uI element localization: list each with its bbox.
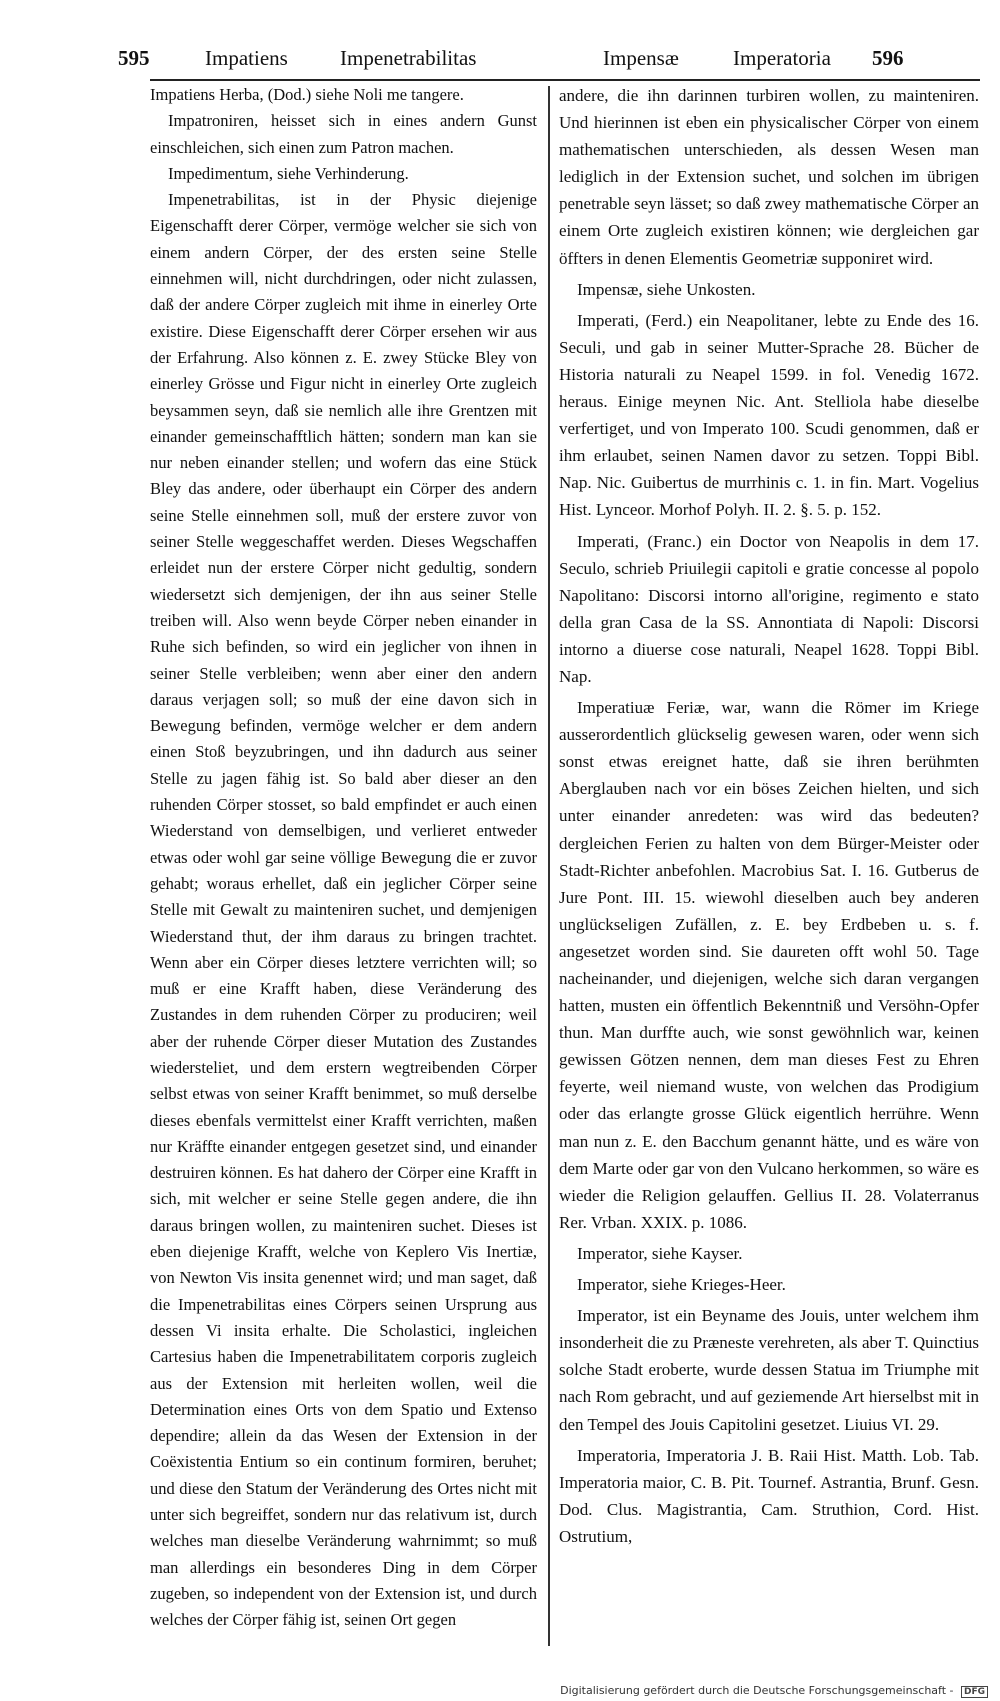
entry-paragraph: Imperatoria, Imperatoria J. B. Raii Hist. Matth. Lob. Tab. Imperatoria maior, C. B. Pit. Tournef. Astrantia, Brunf. Gesn. Dod. Clus. Magistrantia, Cam. Struthion, Cord. Hist. Ostrutium, <box>559 1445 979 1546</box>
entry-paragraph: Imperator, ist ein Beyname des Jouis, unter welchem ihm insonderheit die zu Præneste verehreten, als aber T. Quinctius solche Stadt eroberte, wurde dessen Statua im Triumphe mit nach Rom gebracht, und auf geziemende Art hierselbst mit in den Tempel des Jouis Capitolini gesetzet. Liuius VI. 29. <box>559 1306 979 1434</box>
right-column <box>559 82 979 1550</box>
entry-paragraph: Impensæ, siehe Unkosten. <box>577 279 756 299</box>
dfg-logo: DFG <box>961 1686 988 1698</box>
running-head-impatiens: Impatiens <box>205 46 288 70</box>
running-header <box>0 46 1000 80</box>
entry-paragraph: Imperati, (Franc.) ein Doctor von Neapolis in dem 17. Seculo, schrieb Priuilegii capitoli e gratie concesse al popolo Napolitano: Discorsi intorno all'origine, regimento e stato della gran Casa de la SS. Annontiata di Napoli: Discorsi intorno a diuerse cose naturali, Neapel 1628. Toppi Bibl. Nap. <box>559 531 979 686</box>
entry-paragraph: Impenetrabilitas, ist in der Physic diejenige Eigenschafft derer Cörper, vermöge welcher sie sich von einem andern Cörper, der des ersten seine Stelle einnehmen will, nicht durchdringen, oder nicht zulassen, daß der andere Cörper zugleich mit ihme in einerley Orte existire. Diese Eigenschafft derer Cörper ersehen wir aus der Erfahrung. Also können z. E. zwey Stücke Bley von einerley Grösse und Figur nicht in einerley Orte zugleich beysammen seyn, daß sie nemlich alle ihre Grentzen mit einander gemeinschafftlich hätten; sondern man kan sie nur neben einander stellen; und wofern das eine Stück Bley das andere, oder überhaupt ein Cörper des andern seine Stelle einnehmen soll, muß der erstere zuvor von seiner Stelle weggeschaffet werden. Dieses Wegschaffen erleidet nun der erstere Cörper nicht gedultig, sondern wiedersetzt sich demjenigen, der ihn aus seiner Stelle treiben will. Also wenn beyde Cörper neben einander in Ruhe sich befinden, so wird ein jeglicher von ihnen in seiner Stelle verbleiben; wenn aber einer den andern daraus verjagen soll; so muß der eine davon sich in Bewegung befinden, vermöge welcher er dem andern einen Stoß beyzubringen, und ihn dadurch aus seiner Stelle zu jagen fähig ist. So bald aber dieser an den ruhenden Cörper stosset, so bald empfindet er auch einen Wiederstand von demselbigen, und verlieret entweder etwas oder wohl gar seine völlige Bewegung die er zuvor gehabt; woraus erhellet, daß ein jeglicher Cörper seine Stelle mit Gewalt zu mainteniren suchet, und demjenigen Wiederstand thut, der ihm daraus zu bringen trachtet. Wenn aber ein Cörper dieses letztere verrichten will; so muß er eine Krafft haben, diese Veränderung des Zustandes in dem ruhenden Cörper zu produciren; weil aber der ruhende Cörper dieser Mutation des Zustandes wiedersteliet, und dem erstern wegtreibenden Cörper selbst etwas von seiner Krafft benimmet, so muß derselbe dieses ebenfals vermittelst einer Krafft verrichten, maßen nur Kräffte einander entgegen gesetzet sind, und einander destruiren können. Es hat dahero der Cörper eine Krafft in sich, mit welcher er seine Stelle gegen andere, die ihn daraus bringen wollen, zu mainteniren suchet. Dieses ist eben diejenige Krafft, welche von Keplero Vis Inertiæ, von Newton Vis insita genennet wird; und man saget, daß die Impenetrabilitas eines Cörpers seinen Ursprung aus dessen Vi insita erhalte. Die Scholastici, ingleichen Cartesius haben die Impenetrabilitatem corporis zugleich aus der Extension mit herleiten wollen, weil die Determination eines Orts von dem Spatio und Extenso dependire; allein da das Wesen der Extension in der Coëxistentia Entium so ein continum formiren, beruhet; und diese den Statum der Veränderung des Ortes nicht mit unter sich begreiffet, sondern nur das relativum ist, durch welches man dieselbe Veränderung wahrnimmt; so muß man allerdings ein besonderes Ding in dem Cörper zugeben, so independent von der Extension ist, und durch welches der Cörper fähig ist, seinen Ort gegen <box>150 190 537 1630</box>
entry-paragraph: Imperator, siehe Kayser. <box>577 1243 743 1263</box>
page-number-right: 596 <box>872 46 904 70</box>
entry-paragraph: Impatiens Herba, (Dod.) siehe Noli me tangere. <box>150 85 464 104</box>
running-head-imperatoria: Imperatoria <box>733 46 831 70</box>
running-head-impensae: Impensæ <box>603 46 679 70</box>
column-divider <box>548 86 550 1646</box>
entry-paragraph: Imperator, siehe Krieges-Heer. <box>577 1275 786 1295</box>
entry-paragraph: Impatroniren, heisset sich in eines andern Gunst einschleichen, sich einen zum Patron machen. <box>150 111 537 157</box>
running-head-impenetrabilitas: Impenetrabilitas <box>340 46 477 70</box>
page-number-left: 595 <box>118 46 150 70</box>
footer-text: Digitalisierung gefördert durch die Deutsche Forschungsgemeinschaft - <box>560 1684 954 1697</box>
entry-paragraph: Imperati, (Ferd.) ein Neapolitaner, lebte zu Ende des 16. Seculi, und gab in seiner Mutter-Sprache 28. Bücher de Historia naturali zu Neapel 1599. in fol. Venedig 1672. heraus. Einige meynen Nic. Ant. Stelliola habe dieselbe verfertiget, und von Imperato 100. Scudi genommen, daß er ihm erlaubet, seinen Namen davor zu setzen. Toppi Bibl. Nap. Nic. Guibertus de murrhinis c. 1. in fin. Mart. Vogelius Hist. Lynceor. Morhof Polyh. II. 2. §. 5. p. 152. <box>559 310 979 520</box>
entry-paragraph: Impedimentum, siehe Verhinderung. <box>168 163 409 183</box>
entry-paragraph: Imperatiuæ Feriæ, war, wann die Römer im Kriege ausserordentlich glückselig gewesen waren, oder wenn sich sonst etwas ereignet hatte, daß sie ihren berühmten Aberglauben nach vor ein böses Zeichen hielten, und sich unter einander anredeten: was wird das bedeuten? dergleichen Ferien zu halten von dem Bürger-Meister oder Stadt-Richter anbefohlen. Macrobius Sat. I. 16. Gutberus de Jure Pont. III. 15. wiewohl dieselben auch bey anderen unglückseligen Zufällen, z. E. bey Erdbeben u. s. f. angesetzet worden sind. Sie daureten offt wohl 50. Tage nacheinander, und diejenigen, welche sich daran vergangen hatten, musten ein öffentlich Bekenntniß und Versöhn-Opfer thun. Man durffte auch, wie sonst gewöhnlich war, keinen gewissen Götzen nennen, dem man dieses Fest zu Ehren feyerte, weil niemand wuste, von welchen das Prodigium oder das erlangte grosse Glück eigentlich herrühre. Wenn man nun z. E. den Bacchum genannt hätte, und es wäre von dem Marte oder gar von den Vulcano herkommen, so wäre es wieder die Religion gelauffen. Gellius II. 28. Volaterranus Rer. Vrban. XXIX. p. 1086. <box>559 698 979 1232</box>
entry-paragraph: andere, die ihn darinnen turbiren wollen, zu mainteniren. Und hierinnen ist eben ein physicalischer Cörper von einem mathematischen unterschieden, als dessen Wesen man lediglich in der Extension suchet, und solchen im übrigen penetrable seyn lässet; so daß zwey mathematische Cörper an einem Orte zugleich existiren können; wie dergleichen gar öffters in denen Elementis Geometriæ supponiret wird. <box>559 86 979 268</box>
left-column <box>150 82 537 1634</box>
header-rule <box>150 79 980 81</box>
digitization-footer <box>560 1684 988 1698</box>
